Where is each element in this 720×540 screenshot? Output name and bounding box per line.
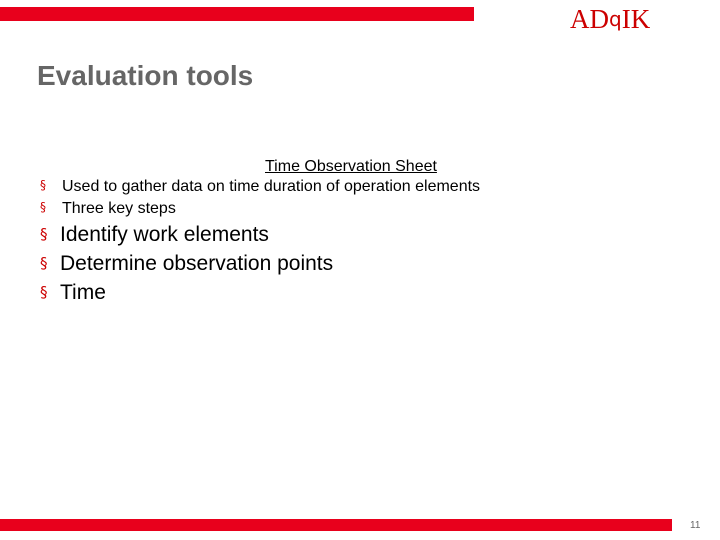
top-accent-bar: [0, 7, 474, 21]
bullet-text: Used to gather data on time duration of operation elements: [62, 178, 481, 195]
logo-q-glyph: q: [609, 7, 622, 31]
bullet-text: Determine observation points: [60, 252, 334, 275]
bullet-icon: §: [40, 225, 48, 243]
bullet-icon: §: [40, 178, 46, 192]
bullet-text: Time: [60, 281, 106, 304]
company-logo: ADqIK: [570, 4, 651, 34]
bottom-accent-bar: [0, 519, 672, 531]
bullet-icon: §: [40, 200, 46, 214]
slide-title: Evaluation tools: [37, 60, 254, 91]
bullet-text: Identify work elements: [60, 223, 269, 246]
bullet-icon: §: [40, 254, 48, 272]
bullet-text: Three key steps: [62, 200, 176, 217]
page-number: 11: [690, 520, 701, 531]
bullet-icon: §: [40, 283, 48, 301]
slide-subtitle: Time Observation Sheet: [265, 158, 437, 175]
